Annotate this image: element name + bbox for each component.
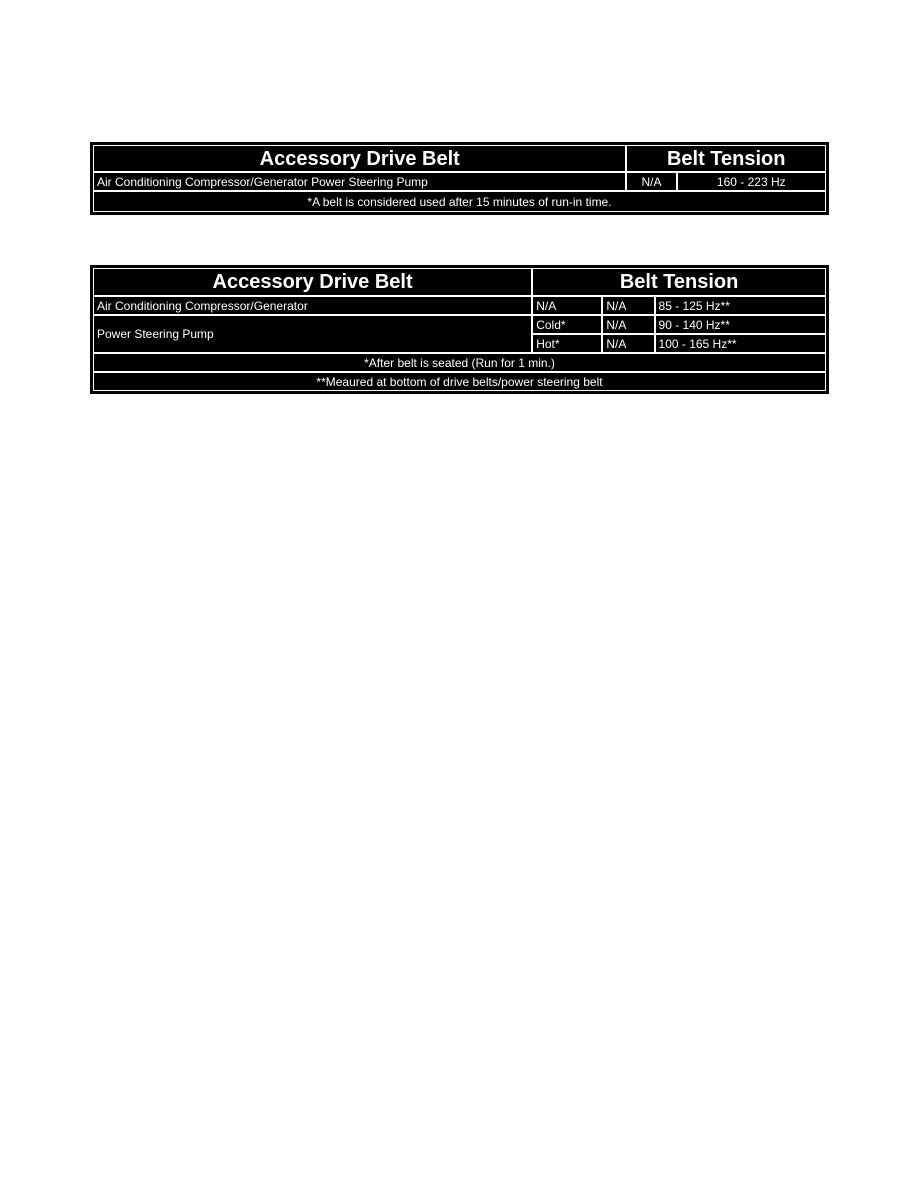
used-cell: N/A [602,315,654,334]
condition-cell: N/A [532,296,602,315]
footnote: *A belt is considered used after 15 minutes of run-in time. [93,191,826,212]
footnote: *After belt is seated (Run for 1 min.) [93,353,826,372]
header-accessory-drive-belt: Accessory Drive Belt [93,145,626,172]
header-belt-tension: Belt Tension [626,145,826,172]
condition-cell: Cold* [532,315,602,334]
used-cell: N/A [602,334,654,353]
footnote: **Meaured at bottom of drive belts/power steering belt [93,372,826,391]
tension-cell: 160 - 223 Hz [677,172,826,191]
belt-tension-table-2 [90,265,829,394]
condition-cell: N/A [626,172,676,191]
condition-cell: Hot* [532,334,602,353]
footnote-row [93,191,826,212]
component-cell: Air Conditioning Compressor/Generator Power Steering Pump [93,172,626,191]
component-cell: Air Conditioning Compressor/Generator [93,296,532,315]
used-cell: N/A [602,296,654,315]
component-cell: Power Steering Pump [93,315,532,353]
tension-cell: 90 - 140 Hz** [655,315,826,334]
table-row [93,315,826,334]
footnote-row [93,353,826,372]
table-header-row [93,268,826,296]
footnote-row [93,372,826,391]
tension-cell: 100 - 165 Hz** [655,334,826,353]
table-row [93,172,826,191]
header-belt-tension: Belt Tension [532,268,826,296]
belt-tension-table-1 [90,142,829,215]
table-row [93,296,826,315]
table-header-row [93,145,826,172]
tension-cell: 85 - 125 Hz** [655,296,826,315]
header-accessory-drive-belt: Accessory Drive Belt [93,268,532,296]
